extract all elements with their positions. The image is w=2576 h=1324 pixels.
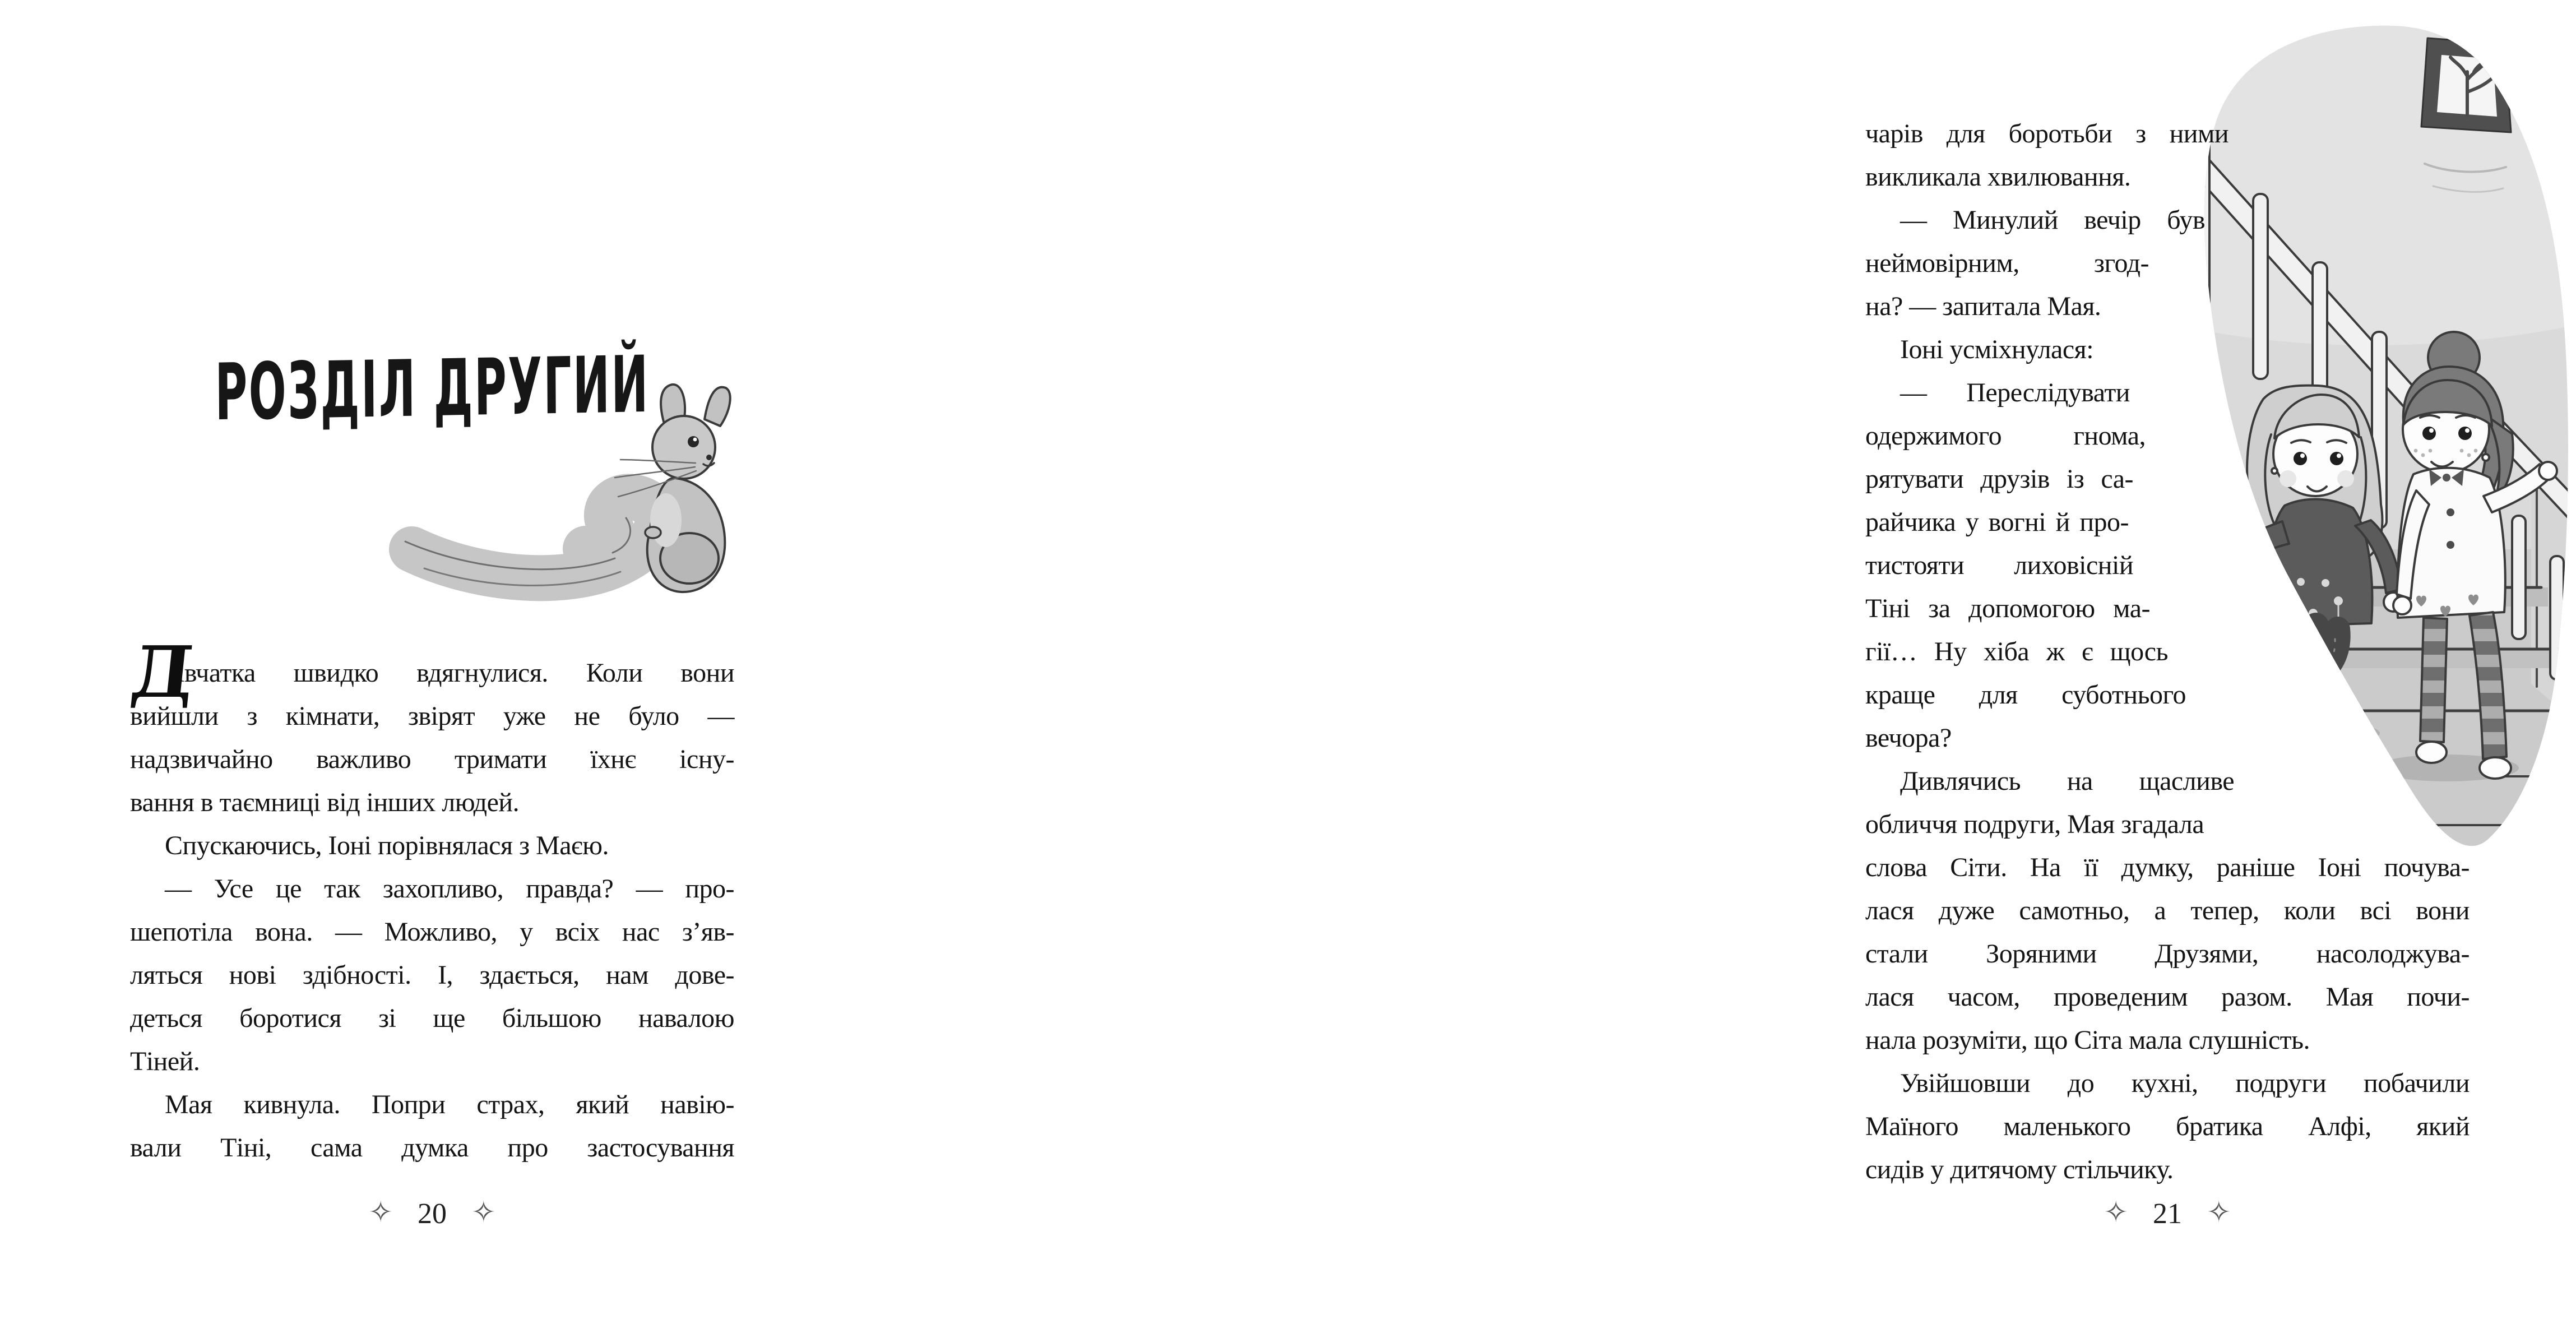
folio-right <box>1865 1189 2470 1238</box>
text-line: — Переслідувати <box>1900 378 2130 408</box>
text-line: Маїного маленького братика Алфі, який <box>1865 1112 2470 1141</box>
squirrel-illustration <box>373 352 737 599</box>
chapter-title-text: РОЗДІЛ ДРУГИЙ <box>215 339 650 438</box>
text-line: краще для суботнього <box>1865 680 2186 710</box>
text-line: стали Зоряними Друзями, насолоджува- <box>1865 939 2470 969</box>
text-line: — Усе це так захопливо, правда? — про- <box>165 874 734 904</box>
text-line: Тіні за допомогою ма- <box>1865 594 2150 623</box>
text-line: Тіней. <box>130 1047 200 1076</box>
text-line: лася часом, проведеним разом. Мая почи- <box>1865 982 2470 1012</box>
text-line: Д івчатка швидко вдягнулися. Коли вони <box>127 631 734 714</box>
text-line: викликала хвилювання. <box>1865 162 2131 192</box>
text-line: обличчя подруги, Мая згадала <box>1865 809 2204 839</box>
text-line: лася дуже самотньо, а тепер, коли всі вони <box>1865 896 2470 925</box>
left-text-block <box>127 631 734 1169</box>
sparkle-icon: ✧ <box>2207 1196 2231 1229</box>
text-line: неймовірним, згод- <box>1865 248 2149 278</box>
text-line: шепотіла вона. — Можливо, у всіх нас з’яв- <box>130 917 734 947</box>
text-line: Іоні усміхнулася: <box>1900 335 2094 364</box>
folio-left <box>130 1189 734 1238</box>
text-line: ляться нові здібності. І, здається, нам дове- <box>130 960 734 990</box>
page-left <box>0 0 861 1324</box>
text-line: вийшли з кімнати, звірят уже не було — <box>130 701 734 731</box>
text-line: Мая кивнула. Попри страх, який навію- <box>165 1090 734 1119</box>
text-line: надзвичайно важливо тримати їхнє існу- <box>130 744 734 774</box>
right-text-column-narrow <box>1865 112 2273 846</box>
sparkle-icon: ✧ <box>368 1196 393 1229</box>
sparkle-icon: ✧ <box>2104 1196 2128 1229</box>
right-text-column-wide <box>1865 846 2470 1191</box>
text-line: вечора? <box>1865 723 1952 753</box>
text-line: — Минулий вечір був <box>1900 205 2205 235</box>
text-line: Увійшовши до кухні, подруги побачили <box>1900 1068 2470 1098</box>
text-line: тистояти лиховісній <box>1865 550 2133 580</box>
text-line: вання в таємниці від інших людей. <box>130 788 520 817</box>
drop-cap: Д <box>127 631 198 714</box>
text-line: одержимого гнома, <box>1865 421 2146 451</box>
page-number-left: 20 <box>418 1198 447 1230</box>
text-line: гії… Ну хіба ж є щось <box>1865 637 2168 666</box>
text-line: на? — запитала Мая. <box>1865 291 2101 321</box>
text-line: деться боротися зі ще більшою навалою <box>130 1003 734 1033</box>
text-line: нала розуміти, що Сіта мала слушність. <box>1865 1025 2310 1055</box>
text-line: чарів для боротьби з ними <box>1865 119 2228 149</box>
text-line: слова Сіти. На її думку, раніше Іоні почува- <box>1865 853 2470 882</box>
page-right <box>861 0 2470 1324</box>
sparkle-icon: ✧ <box>471 1196 496 1229</box>
text-line: райчика у вогні й про- <box>1865 507 2129 537</box>
text-line: вали Тіні, сама думка про застосування <box>130 1133 734 1163</box>
text-line: сидів у дитячому стільчику. <box>1865 1155 2174 1184</box>
text-line: рятувати друзів із са- <box>1865 464 2133 494</box>
page-number-right: 21 <box>2153 1198 2182 1230</box>
text-line: Дивлячись на щасливе <box>1900 766 2234 796</box>
text-line: Спускаючись, Іоні порівнялася з Маєю. <box>165 831 609 860</box>
